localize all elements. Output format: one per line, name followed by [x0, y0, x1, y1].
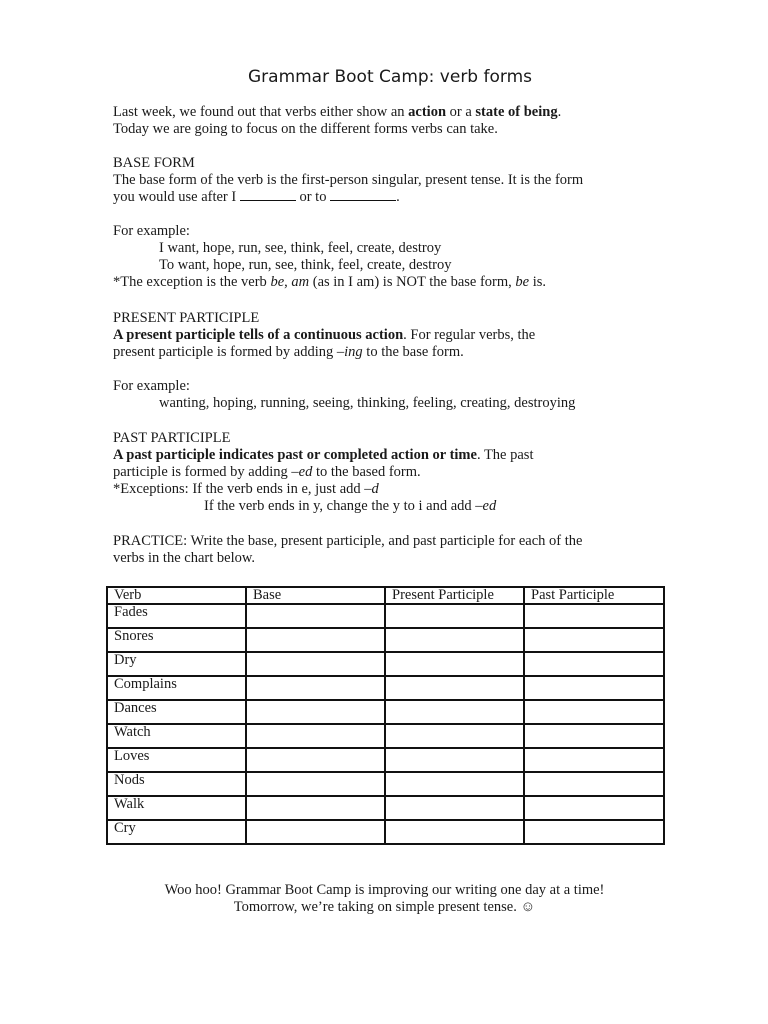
column-header-verb: Verb	[107, 587, 246, 604]
column-header-present-participle: Present Participle	[385, 587, 524, 604]
intro-text: Last week, we found out that verbs either show an	[113, 104, 409, 120]
page-title: Grammar Boot Camp: verb forms	[247, 67, 532, 87]
footer-line-1: Woo hoo! Grammar Boot Camp is improving our writing one day at a time!	[164, 882, 605, 898]
exception-text: ,	[284, 274, 292, 290]
base-form-line-2	[113, 189, 673, 206]
past-participle-answer-cell	[524, 724, 664, 748]
base-form-text: you would use after I	[113, 189, 240, 205]
present-participle-answer-cell	[385, 748, 524, 772]
verb-cell: Dry	[107, 652, 246, 676]
exception-text: is.	[529, 274, 547, 290]
verb-cell: Fades	[107, 604, 246, 628]
verb-cell: Dances	[107, 700, 246, 724]
present-participle-answer-cell	[385, 652, 524, 676]
table-header-row	[107, 587, 664, 604]
past-participle-answer-cell	[524, 796, 664, 820]
suffix-ed: ed	[298, 464, 313, 480]
past-participle-answer-cell	[524, 676, 664, 700]
present-participle-text: . For regular verbs, the	[403, 327, 536, 343]
present-participle-answer-cell	[385, 724, 524, 748]
base-answer-cell	[246, 796, 385, 820]
table-row	[107, 676, 664, 700]
table-row	[107, 628, 664, 652]
spacer	[113, 361, 673, 378]
present-participle-definition: A present participle tells of a continuous action	[113, 327, 404, 343]
table-row	[107, 604, 664, 628]
base-form-section	[113, 155, 673, 291]
intro-text: .	[557, 104, 562, 120]
past-participle-section	[113, 430, 673, 515]
exception-text: *The exception is the verb	[113, 274, 271, 290]
present-participle-line-1	[113, 327, 673, 344]
past-participle-answer-cell	[524, 604, 664, 628]
past-participle-line-2	[113, 464, 673, 481]
past-participle-text: . The past	[476, 447, 534, 463]
table-row	[107, 724, 664, 748]
intro-line-1	[113, 104, 673, 121]
fill-in-blank-2	[330, 189, 396, 201]
table-row	[107, 820, 664, 844]
past-participle-text: to the based form.	[312, 464, 421, 480]
base-form-exception	[113, 274, 673, 291]
base-answer-cell	[246, 748, 385, 772]
base-form-text: or to	[295, 189, 331, 205]
exception-italic-am: am	[291, 274, 310, 290]
verb-cell: Cry	[107, 820, 246, 844]
verb-chart-body	[107, 587, 664, 844]
base-answer-cell	[246, 700, 385, 724]
present-participle-answer-cell	[385, 676, 524, 700]
base-form-example-1: I want, hope, run, see, think, feel, create, destroy	[159, 240, 442, 256]
present-participle-answer-cell	[385, 796, 524, 820]
practice-line-2: verbs in the chart below.	[113, 550, 255, 566]
past-participle-line-1	[113, 447, 673, 464]
table-row	[107, 652, 664, 676]
present-participle-answer-cell	[385, 628, 524, 652]
base-answer-cell	[246, 820, 385, 844]
verb-chart	[106, 586, 665, 845]
past-participle-exception-2	[113, 498, 673, 515]
intro-bold-state: state of being	[475, 104, 558, 120]
intro-text: or a	[446, 104, 476, 120]
base-form-heading: BASE FORM	[113, 155, 195, 171]
present-participle-answer-cell	[385, 820, 524, 844]
exception-italic-be: be	[515, 274, 530, 290]
present-participle-example-1: wanting, hoping, running, seeing, thinking, feeling, creating, destroying	[159, 395, 576, 411]
past-participle-answer-cell	[524, 700, 664, 724]
present-participle-text: to the base form.	[362, 344, 464, 360]
table-row	[107, 748, 664, 772]
intro-section	[113, 104, 673, 138]
past-participle-text: participle is formed by adding –	[113, 464, 299, 480]
past-participle-answer-cell	[524, 748, 664, 772]
base-answer-cell	[246, 652, 385, 676]
past-participle-heading: PAST PARTICIPLE	[113, 430, 231, 446]
base-form-example-2: To want, hope, run, see, think, feel, create, destroy	[159, 257, 452, 273]
exception-text: (as in I am) is NOT the base form,	[309, 274, 516, 290]
exception-text: If the verb ends in y, change the y to i and add –	[204, 498, 483, 514]
spacer	[113, 206, 673, 223]
verb-cell: Watch	[107, 724, 246, 748]
past-participle-definition: A past participle indicates past or completed action or time	[113, 447, 477, 463]
table-row	[107, 700, 664, 724]
table-row	[107, 772, 664, 796]
base-answer-cell	[246, 724, 385, 748]
past-participle-answer-cell	[524, 652, 664, 676]
verb-cell: Nods	[107, 772, 246, 796]
footer-line-2: Tomorrow, we’re taking on simple present tense. ☺	[233, 899, 536, 915]
present-participle-text: present participle is formed by adding –	[113, 344, 345, 360]
present-participle-heading: PRESENT PARTICIPLE	[113, 310, 260, 326]
intro-bold-action: action	[408, 104, 447, 120]
footer	[106, 882, 663, 916]
practice-line-1: PRACTICE: Write the base, present participle, and past participle for each of the	[113, 533, 583, 549]
verb-cell: Walk	[107, 796, 246, 820]
base-answer-cell	[246, 772, 385, 796]
suffix-ing: ing	[344, 344, 363, 360]
verb-cell: Loves	[107, 748, 246, 772]
table-row	[107, 796, 664, 820]
exception-italic-be: be	[270, 274, 285, 290]
base-form-line-1: The base form of the verb is the first-person singular, present tense. It is the form	[113, 172, 584, 188]
column-header-base: Base	[246, 587, 385, 604]
exception-text: *Exceptions: If the verb ends in e, just add –	[113, 481, 372, 497]
past-participle-answer-cell	[524, 820, 664, 844]
verb-cell: Complains	[107, 676, 246, 700]
present-participle-line-2	[113, 344, 673, 361]
present-participle-answer-cell	[385, 604, 524, 628]
present-participle-answer-cell	[385, 772, 524, 796]
intro-line-2: Today we are going to focus on the different forms verbs can take.	[113, 121, 498, 137]
base-answer-cell	[246, 676, 385, 700]
present-participle-section	[113, 310, 673, 412]
past-participle-answer-cell	[524, 628, 664, 652]
base-answer-cell	[246, 604, 385, 628]
suffix-ed: ed	[482, 498, 497, 514]
column-header-past-participle: Past Participle	[524, 587, 664, 604]
base-form-example-label: For example:	[113, 223, 190, 239]
practice-section	[113, 533, 673, 567]
base-form-text: .	[396, 189, 400, 205]
base-answer-cell	[246, 628, 385, 652]
past-participle-answer-cell	[524, 772, 664, 796]
fill-in-blank-1	[240, 189, 296, 201]
present-participle-answer-cell	[385, 700, 524, 724]
suffix-d: d	[371, 481, 379, 497]
present-participle-example-label: For example:	[113, 378, 190, 394]
verb-cell: Snores	[107, 628, 246, 652]
past-participle-exception-1	[113, 481, 673, 498]
